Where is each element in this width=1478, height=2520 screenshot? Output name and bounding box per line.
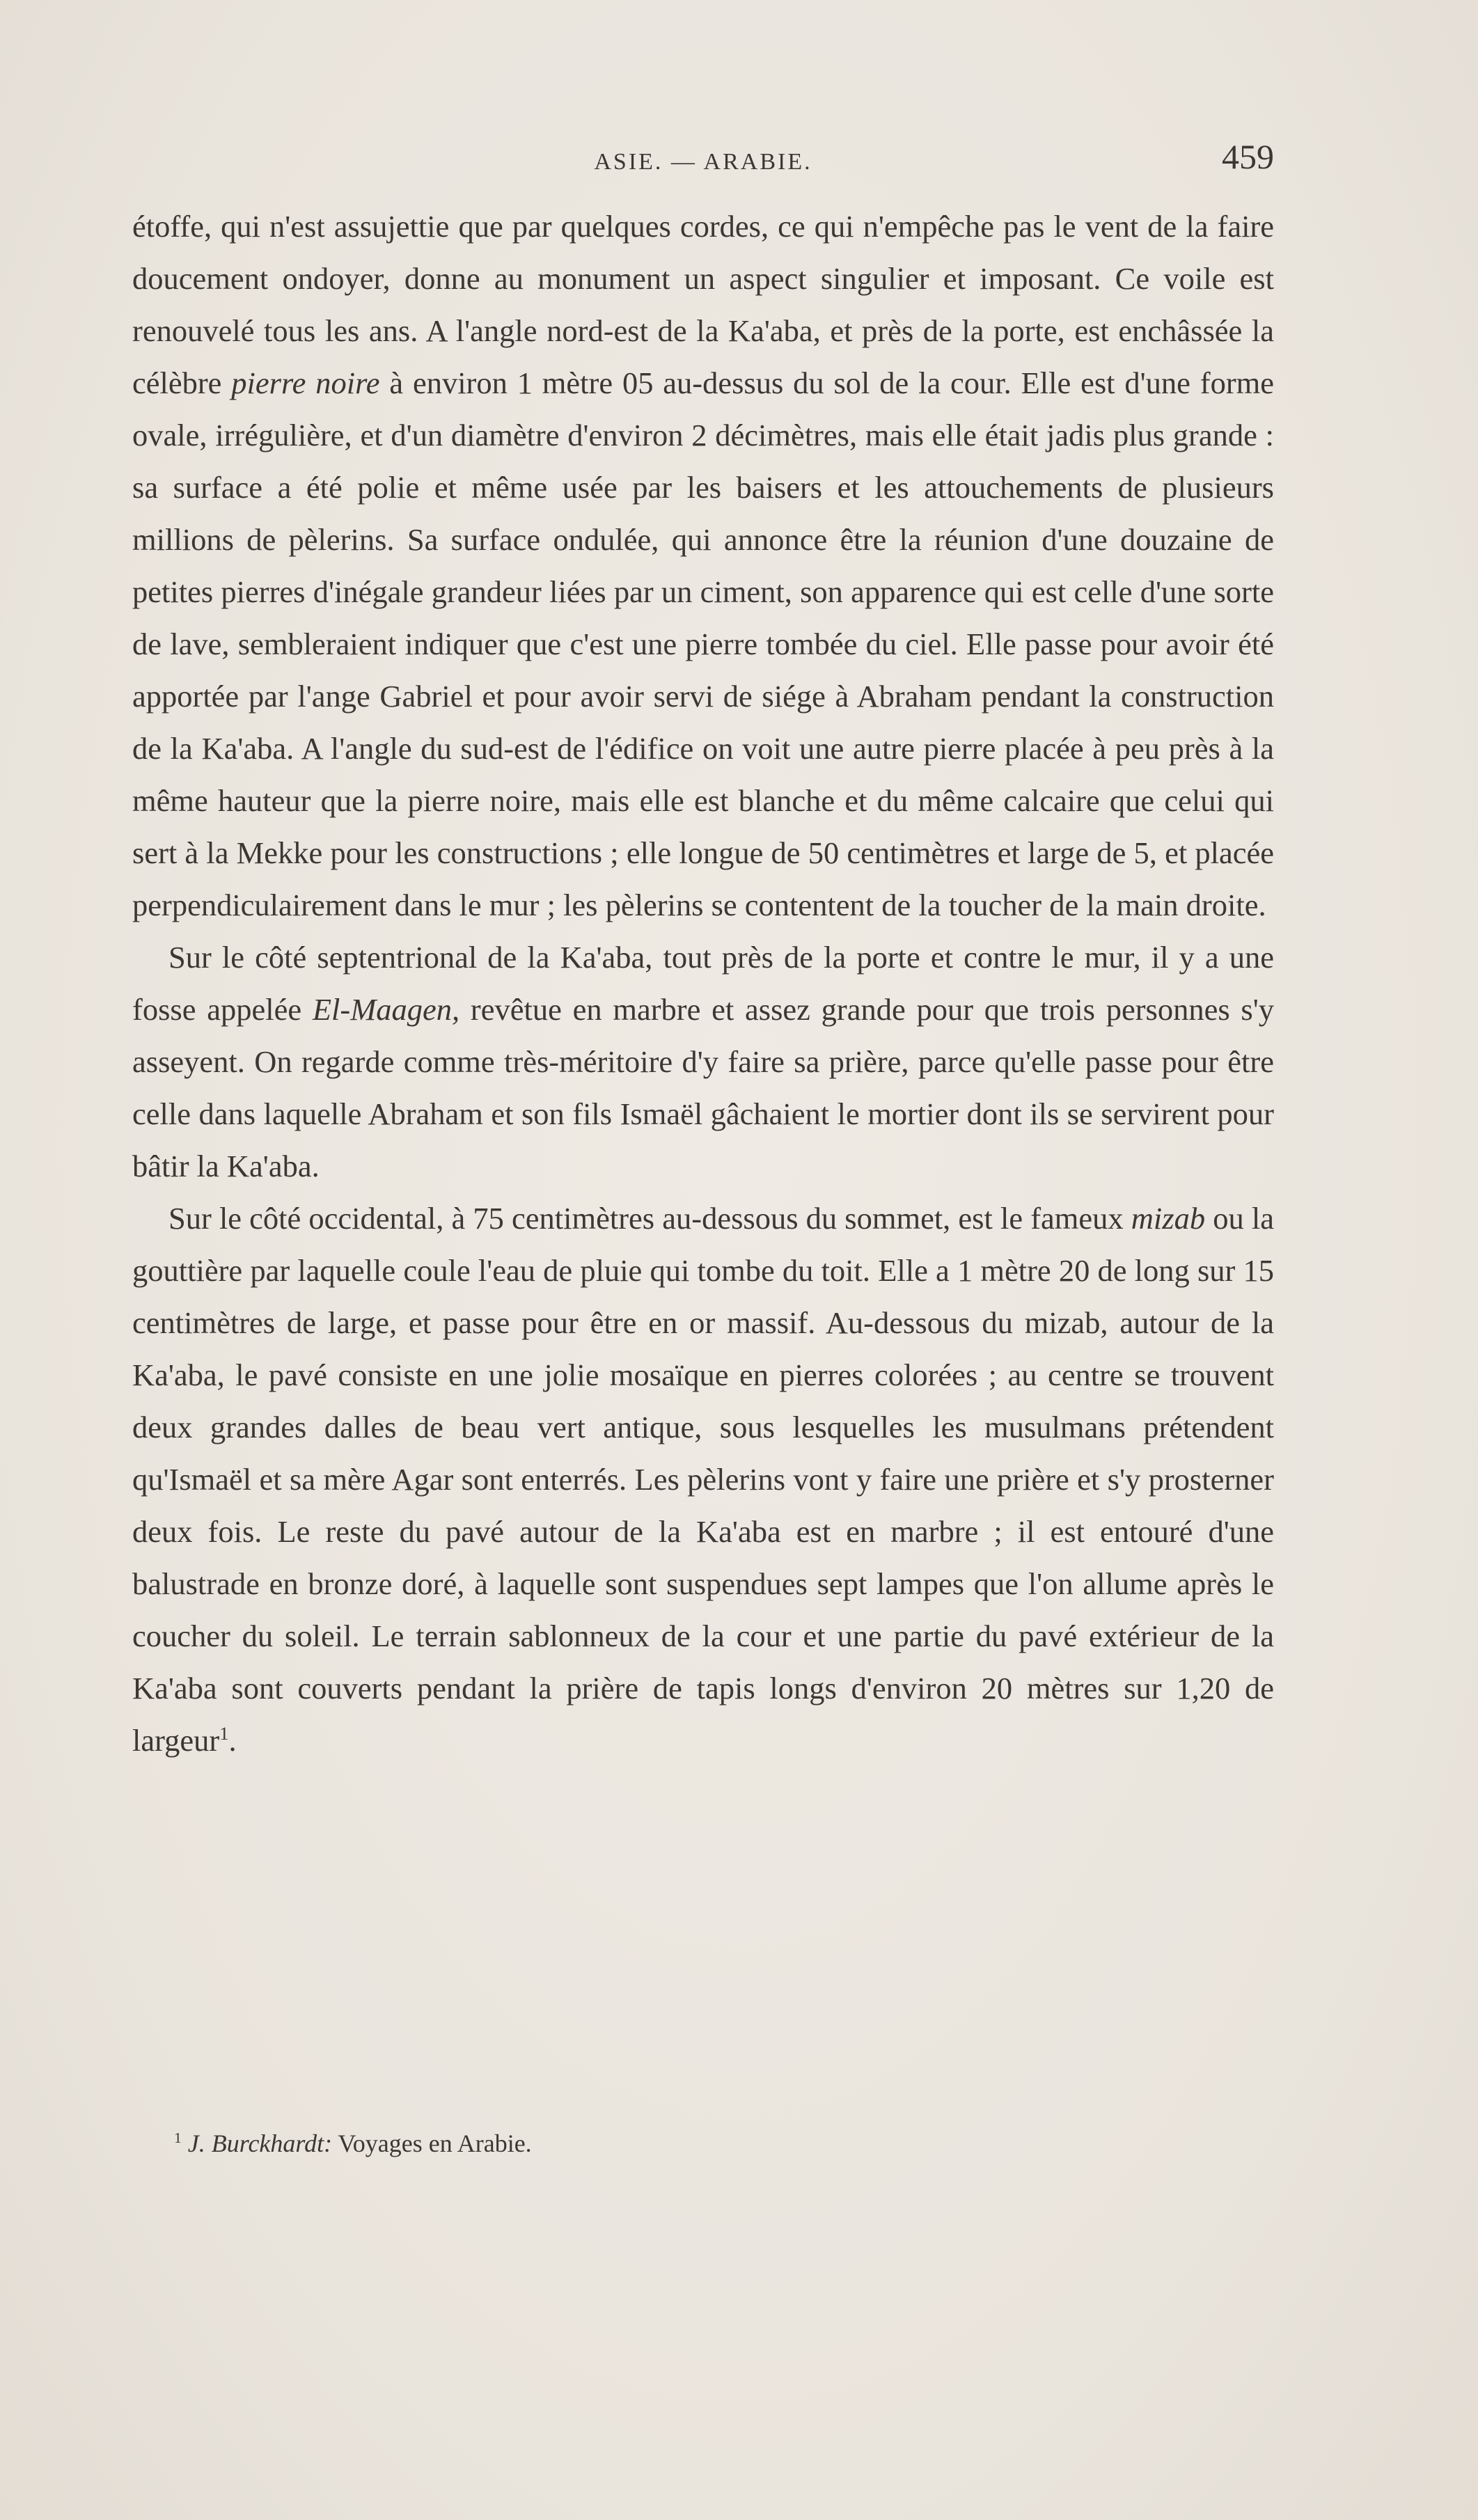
paragraph-text: étoffe, qui n'est assujettie que par quelques cordes, ce qui n'empêche pas le vent de la faire doucement ondoyer, donne au monument un aspect singulier et imposant. Ce voile est renouvelé tous les ans. A l'angle nord-est de la Ka'aba, et près de la porte, est enchâssée la célèbre bbox=[132, 209, 1274, 400]
paragraph-text: ou la gouttière par laquelle coule l'eau de pluie qui tombe du toit. Elle a 1 mètre 20 de long sur 15 centimètres de large, et passe pour être en or massif. Au-dessous du mizab, autour de la Ka'aba, le pavé consiste en une jolie mosaïque en pierres colorées ; au centre se trouvent deux grandes dalles de beau vert antique, sous lesquelles les musulmans prétendent qu'Ismaël et sa mère Agar sont enterrés. Les pèlerins vont y faire une prière et s'y prosterner deux fois. Le reste du pavé autour de la Ka'aba est en marbre ; il est entouré d'une balustrade en bronze doré, à laquelle sont suspendues sept lampes que l'on allume après le coucher du soleil. Le terrain sablonneux de la cour et une partie du pavé extérieur de la Ka'aba sont couverts pendant la prière de tapis longs d'environ 20 mètres sur 1,20 de largeur bbox=[132, 1201, 1274, 1758]
footnote-marker: 1 bbox=[174, 2129, 182, 2146]
italic-term-mizab: mizab bbox=[1131, 1201, 1206, 1236]
italic-term-el-maagen: El-Maagen, bbox=[312, 992, 460, 1027]
footnote-author: J. Burckhardt: bbox=[187, 2129, 333, 2157]
footnote-reference: 1 bbox=[219, 1723, 229, 1745]
paragraph-text: Sur le côté occidental, à 75 centimètres au-dessous du sommet, est le fameux bbox=[168, 1201, 1131, 1236]
italic-term-pierre-noire: pierre noire bbox=[231, 365, 380, 400]
paragraph-text: revêtue en marbre et assez grande pour que trois personnes s'y asseyent. On regarde comme très-méritoire d'y faire sa prière, parce qu'elle passe pour être celle dans laquelle Abraham et son fils Ismaël gâchaient le mortier dont ils se servirent pour bâtir la Ka'aba. bbox=[132, 992, 1274, 1183]
paragraph-text: . bbox=[228, 1723, 237, 1758]
paragraph-3 bbox=[132, 1192, 1274, 1767]
footnote bbox=[174, 2127, 1274, 2160]
page-number: 459 bbox=[1222, 137, 1274, 176]
running-head: ASIE. — ARABIE. bbox=[594, 149, 812, 175]
paragraph-text: à environ 1 mètre 05 au-dessus du sol de la cour. Elle est d'une forme ovale, irrégulière, et d'un diamètre d'environ 2 décimètres, mais elle était jadis plus grande : sa surface a été polie et même usée par les baisers et les attouchements de plusieurs millions de pèlerins. Sa surface ondulée, qui annonce être la réunion d'une douzaine de petites pierres d'inégale grandeur liées par un ciment, son apparence qui est celle d'une sorte de lave, sembleraient indiquer que c'est une pierre tombée du ciel. Elle passe pour avoir été apportée par l'ange Gabriel et pour avoir servi de siége à Abraham pendant la construction de la Ka'aba. A l'angle du sud-est de l'édifice on voit une autre pierre placée à peu près à la même hauteur que la pierre noire, mais elle est blanche et du même calcaire que celui qui sert à la Mekke pour les constructions ; elle longue de 50 centimètres et large de 5, et placée perpendiculairement dans le mur ; les pèlerins se contentent de la toucher de la main droite. bbox=[132, 365, 1274, 922]
footnote-text: Voyages en Arabie. bbox=[332, 2129, 532, 2157]
paragraph-text: Sur le côté septentrional de la Ka'aba, tout près de la porte et contre le mur, il y a une fosse appelée bbox=[132, 940, 1274, 1027]
body-text bbox=[132, 200, 1274, 1767]
page-header bbox=[132, 136, 1274, 178]
paragraph-2 bbox=[132, 931, 1274, 1192]
paragraph-1 bbox=[132, 200, 1274, 931]
